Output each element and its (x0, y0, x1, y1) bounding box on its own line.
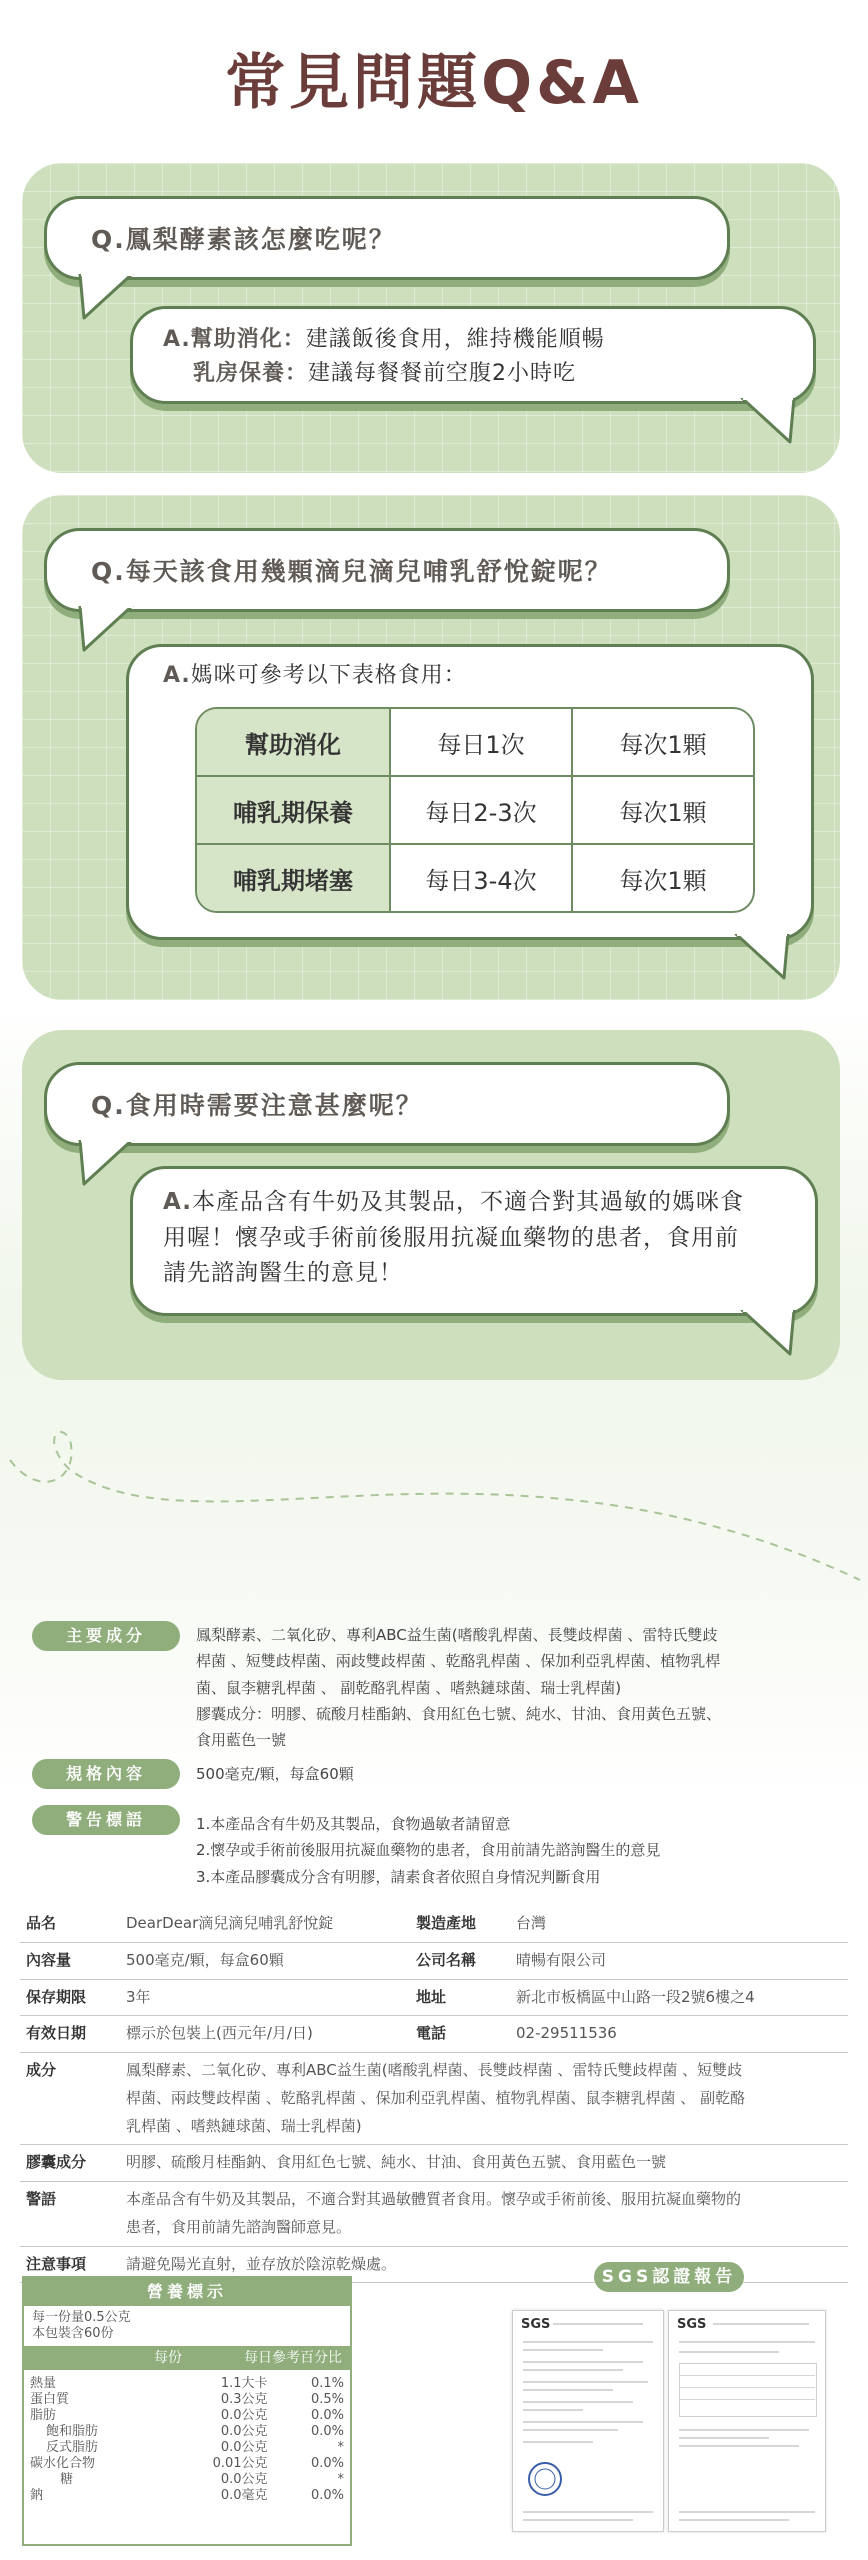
table-cell: 每次1顆 (619, 866, 707, 895)
table-row: 飽和脂肪 0.0公克 0.0% (46, 2424, 344, 2439)
spec-key: 警語 (20, 2182, 120, 2247)
spec-key: 保存期限 (20, 1979, 120, 2016)
answer-line-2: 用喔！懷孕或手術前後服用抗凝血藥物的患者，食用前 (163, 1224, 739, 1251)
nutrition-col2: 每日參考百分比 (244, 2350, 342, 2366)
spec-key: 注意事項 (20, 2246, 120, 2283)
warning-line: 3.本產品膠囊成分含有明膠，請素食者依照自身情況判斷食用 (196, 1867, 601, 1886)
table-row: 碳水化合物 0.01公克 0.0% (30, 2456, 344, 2471)
answer-text: 本產品含有牛奶及其製品，不適合對其過敏的媽咪食 (191, 1189, 744, 1215)
spec-line: 本產品含有牛奶及其製品，不適合對其過敏體質者食用。懷孕或手術前後、服用抗凝血藥物的 (126, 2190, 742, 2208)
spec-value: 02-29511536 (510, 2016, 848, 2053)
table-row: 反式脂肪 0.0公克 * (46, 2440, 344, 2455)
spec-key: 品名 (20, 1906, 120, 1942)
table-row: 熱量 1.1大卡 0.1% (30, 2376, 344, 2391)
bubble-tail-icon (76, 606, 136, 654)
answer-line-1 (163, 323, 605, 357)
question-text: Q.每天該食用幾顆滴兒滴兒哺乳舒悅錠呢？ (91, 557, 612, 586)
table-row (20, 2053, 848, 2145)
table-row (20, 2145, 848, 2182)
sgs-report-page-1 (512, 2310, 664, 2532)
answer-text: 媽咪可參考以下表格食用： (190, 663, 467, 688)
table-cell: 幫助消化 (197, 709, 391, 777)
sgs-logo-text: SGS (521, 2317, 551, 2332)
spec-key: 地址 (410, 1979, 510, 2016)
sgs-seal-icon (527, 2461, 563, 2497)
nutrition-label (22, 2276, 352, 2546)
answer-label: A.幫助消化： (163, 327, 306, 352)
table-row: 糖 0.0公克 * (60, 2472, 344, 2487)
dosage-table (195, 707, 755, 913)
answer-label: A. (163, 663, 191, 688)
question-bubble-3 (44, 1062, 730, 1146)
warning-line: 2.懷孕或手術前後服用抗凝血藥物的患者，食用前請先諮詢醫生的意見 (196, 1841, 661, 1860)
spec-text: 500毫克/顆，每盒60顆 (196, 1765, 354, 1783)
ingredients-line: 鳳梨酵素、二氧化矽、專利ABC益生菌(嗜酸乳桿菌、長雙歧桿菌 、雷特氏雙歧 (196, 1626, 718, 1644)
ingredients-line: 食用藍色一號 (196, 1731, 287, 1749)
spec-key: 公司名稱 (410, 1942, 510, 1979)
question-text: Q.鳳梨酵素該怎麼吃呢？ (91, 225, 396, 254)
spec-line: 患者，食用前請先諮詢醫師意見。 (126, 2217, 352, 2236)
bubble-tail-icon (738, 1310, 798, 1358)
ingredients-line: 桿菌 、短雙歧桿菌、兩歧雙歧桿菌 、乾酪乳桿菌 、保加利亞乳桿菌、植物乳桿 (196, 1652, 721, 1671)
nutrition-servings: 本包裝含60份 (32, 2326, 114, 2341)
table-cell: 每日1次 (391, 709, 573, 777)
bubble-tail-icon (76, 1140, 136, 1188)
nutrition-title: 營養標示 (24, 2278, 350, 2306)
page-title: 常見問題Q&A (225, 48, 643, 118)
sgs-logo-text: SGS (677, 2317, 707, 2332)
spec-value: 請避免陽光直射，並存放於陰涼乾燥處。 (120, 2246, 848, 2283)
answer-line-1 (163, 1185, 744, 1221)
table-cell: 每日2-3次 (391, 777, 573, 845)
spec-value: DearDear滴兒滴兒哺乳舒悅錠 (120, 1906, 410, 1942)
spec-table (20, 1906, 848, 2283)
answer-label: A. (163, 1189, 192, 1215)
answer-text: 建議飯後食用，維持機能順暢 (305, 327, 605, 352)
spec-line: 乳桿菌 、嗜熱鏈球菌、瑞士乳桿菌) (126, 2116, 362, 2135)
spec-pill: 規格內容 (32, 1759, 180, 1789)
spec-value (120, 2182, 848, 2247)
warning-pill: 警告標語 (32, 1805, 180, 1835)
table-cell: 每日3-4次 (391, 845, 573, 911)
answer-line-3: 請先諮詢醫生的意見！ (163, 1260, 403, 1287)
table-cell: 每次1顆 (573, 777, 753, 845)
table-row (197, 777, 753, 845)
ingredients-pill: 主要成分 (32, 1621, 180, 1651)
spec-value: 明膠、硫酸月桂酯鈉、食用紅色七號、純水、甘油、食用黃色五號、食用藍色一號 (120, 2145, 848, 2182)
spec-value (120, 2053, 848, 2145)
ingredients-line: 菌、鼠李糖乳桿菌 、 副乾酪乳桿菌 、嗜熱鏈球菌、瑞士乳桿菌) (196, 1678, 622, 1697)
table-row: 脂肪 0.0公克 0.0% (30, 2408, 344, 2423)
sgs-report-page-2 (668, 2310, 826, 2532)
nutrition-serving: 每一份量0.5公克 (32, 2310, 131, 2325)
spec-line: 鳳梨酵素、二氧化矽、專利ABC益生菌(嗜酸乳桿菌、長雙歧桿菌 、雷特氏雙歧桿菌 、短雙歧 (126, 2061, 743, 2079)
nutrition-table (24, 2376, 350, 2504)
answer-line-2 (163, 357, 605, 391)
warning-line: 1.本產品含有牛奶及其製品，食物過敏者請留意 (196, 1815, 511, 1833)
spec-key: 電話 (410, 2016, 510, 2053)
table-cell: 哺乳期保養 (197, 777, 391, 845)
question-text: Q.食用時需要注意甚麼呢？ (91, 1091, 423, 1120)
answer-label: 乳房保養： (193, 361, 309, 387)
table-row (20, 2016, 848, 2053)
table-row: 蛋白質 0.3公克 0.5% (30, 2392, 344, 2407)
spec-key: 膠囊成分 (20, 2145, 120, 2182)
warning-text (196, 1811, 836, 1890)
spec-key: 內容量 (20, 1942, 120, 1979)
nutrition-col1: 每份 (154, 2350, 182, 2366)
sgs-report-pill: SGS認證報告 (594, 2262, 744, 2292)
table-row: 鈉 0.0毫克 0.0% (30, 2488, 344, 2503)
spec-value: 500毫克/顆，每盒60顆 (120, 1942, 410, 1979)
spec-value: 3年 (120, 1979, 410, 2016)
ingredients-text (196, 1622, 836, 1753)
spec-key: 製造產地 (410, 1906, 510, 1942)
table-row (197, 709, 753, 777)
spec-value: 標示於包裝上(西元年/月/日) (120, 2016, 410, 2053)
answer-bubble-2 (126, 644, 814, 940)
table-row (20, 1942, 848, 1979)
spec-value: 台灣 (510, 1906, 848, 1942)
spec-value: 晴暢有限公司 (510, 1942, 848, 1979)
table-row (197, 845, 753, 911)
answer-bubble-1 (130, 306, 816, 404)
ingredients-line: 膠囊成分：明膠、硫酸月桂酯鈉、食用紅色七號、純水、甘油、食用黃色五號、 (196, 1704, 722, 1723)
question-bubble-2 (44, 528, 730, 612)
table-cell: 哺乳期堵塞 (197, 845, 391, 911)
decorative-dashed-line-icon (0, 1400, 868, 1600)
spec-line: 桿菌、兩歧雙歧桿菌 、乾酪乳桿菌 、保加利亞乳桿菌、植物乳桿菌、鼠李糖乳桿菌 、 副乾酪 (126, 2088, 746, 2107)
bubble-tail-icon (732, 934, 792, 982)
spec-key: 成分 (20, 2053, 120, 2145)
table-cell: 每次1顆 (573, 709, 753, 777)
table-row (20, 1906, 848, 1942)
answer-bubble-3 (130, 1166, 818, 1316)
answer-text: 建議每餐餐前空腹2小時吃 (308, 361, 577, 387)
spec-key: 有效日期 (20, 2016, 120, 2053)
question-bubble-1 (44, 196, 730, 280)
spec-value: 新北市板橋區中山路一段2號6樓之4 (510, 1979, 848, 2016)
table-row (20, 2182, 848, 2247)
bubble-tail-icon (738, 398, 798, 446)
bubble-tail-icon (76, 274, 136, 322)
table-row (20, 1979, 848, 2016)
